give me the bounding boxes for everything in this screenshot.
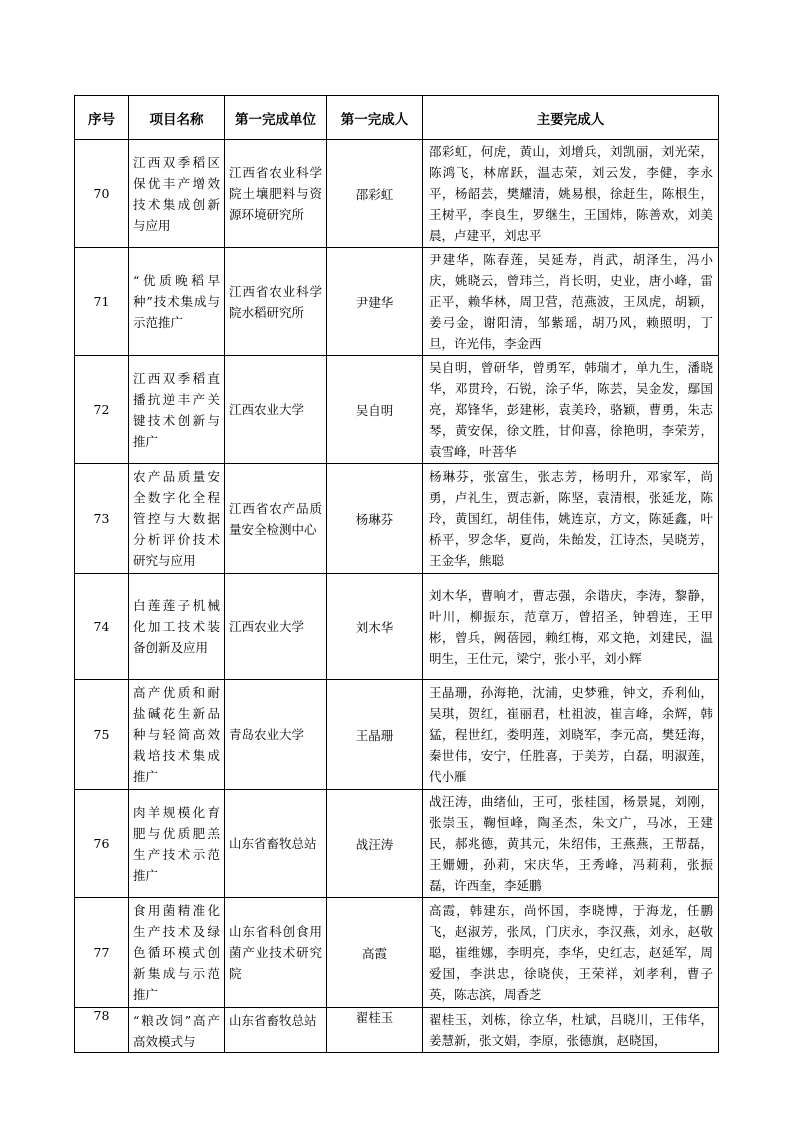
project-name: 肉羊规模化育肥与优质肥羔生产技术示范推广 — [129, 790, 225, 898]
project-name: 江西双季稻区保优丰产增效技术集成创新与应用 — [129, 140, 225, 248]
header-members: 主要完成人 — [423, 96, 719, 140]
table-row — [75, 898, 719, 1008]
first-unit-text: 山东省畜牧总站 — [229, 1013, 317, 1028]
main-members: 杨琳芬，张富生，张志芳，杨明升，邓家军，尚勇，卢礼生，贾志新，陈坚，袁清根，张延龙，陈玲，黄国红，胡佳伟，姚连京，方文，陈延鑫，叶桥平，罗念华，夏尚，朱飴发，江诗杰，吴晓芳，王金华，熊聪 — [423, 464, 719, 574]
project-name: 江西双季稻直播抗逆丰产关键技术创新与推广 — [129, 356, 225, 464]
project-name: 食用菌精准化生产技术及绿色循环模式创新集成与示范推广 — [129, 898, 225, 1008]
first-person: 吴自明 — [327, 356, 423, 464]
project-name-text: “粮改饲”高产高效模式与 — [133, 1013, 220, 1049]
first-unit: 江西省农业科学院水稻研究所 — [225, 248, 327, 356]
first-unit: 山东省科创食用菌产业技术研究院 — [225, 898, 327, 1008]
project-name: 白莲莲子机械化加工技术装备创新及应用 — [129, 574, 225, 680]
award-table — [74, 95, 719, 1053]
first-unit: 江西农业大学 — [225, 356, 327, 464]
main-members: 吴自明，曾研华，曾勇军，韩瑞才，单九生，潘晓华，邓贯玲，石锐，涂子华，陈芸，吴金发，鄢国亮，郑锋华，彭建彬，袁美玲，骆颖，曹勇，朱志琴，黄安保，徐文胜，甘仰喜，徐艳明，李荣芳，袁雪峰，叶菩华 — [423, 356, 719, 464]
row-number: 75 — [75, 680, 129, 790]
first-person: 杨琳芬 — [327, 464, 423, 574]
first-unit — [225, 1008, 327, 1053]
row-number: 72 — [75, 356, 129, 464]
first-unit: 青岛农业大学 — [225, 680, 327, 790]
header-unit: 第一完成单位 — [225, 96, 327, 140]
row-number: 71 — [75, 248, 129, 356]
first-unit: 江西农业大学 — [225, 574, 327, 680]
table-row — [75, 356, 719, 464]
first-person: 刘木华 — [327, 574, 423, 680]
header-row — [75, 96, 719, 140]
table-row — [75, 1008, 719, 1053]
row-number: 73 — [75, 464, 129, 574]
first-person: 翟桂玉 — [327, 1008, 423, 1053]
main-members: 刘木华，曹响才，曹志强，余谐庆，李涛，黎静，叶川，柳振东，范章万，曾招圣，钟碧连，王甲彬，曾兵，阙蓓园，赖红梅，邓文艳，刘建民，温明生，王仕元，梁宁，张小平，刘小辉 — [423, 574, 719, 680]
first-person: 邵彩虹 — [327, 140, 423, 248]
project-name — [129, 1008, 225, 1053]
row-number: 70 — [75, 140, 129, 248]
row-number: 77 — [75, 898, 129, 1008]
project-name: 高产优质和耐盐碱花生新品种与轻简高效栽培技术集成推广 — [129, 680, 225, 790]
table-row — [75, 140, 719, 248]
first-person: 战汪涛 — [327, 790, 423, 898]
first-person: 尹建华 — [327, 248, 423, 356]
header-lead: 第一完成人 — [327, 96, 423, 140]
table-row — [75, 464, 719, 574]
table-row — [75, 790, 719, 898]
main-members — [423, 1008, 719, 1053]
first-unit: 江西省农业科学院土壤肥料与资源环境研究所 — [225, 140, 327, 248]
main-members: 尹建华，陈春莲，吴延寿，肖武，胡泽生，冯小庆，姚晓云，曾玮兰，肖长明，史业，唐小峰，雷正平，赖华林，周卫营，范燕波，王凤虎，胡颖，姜弓金，谢阳清，邹紫瑶，胡乃风，赖照明，丁旦，许光伟，李金西 — [423, 248, 719, 356]
project-name: “优质晚稻早种”技术集成与示范推广 — [129, 248, 225, 356]
table-row — [75, 574, 719, 680]
first-person: 王晶珊 — [327, 680, 423, 790]
main-members: 邵彩虹，何虎，黄山，刘增兵，刘凯丽，刘光荣，陈鸿飞，林席跃，温志荣，刘云发，李健，李永平，杨韶芸，樊耀清，姚易根，徐赶生，陈根生，王树平，李良生，罗继生，王国炜，陈善欢，刘美晨，卢建平，刘忠平 — [423, 140, 719, 248]
project-name: 农产品质量安全数字化全程管控与大数据分析评价技术研究与应用 — [129, 464, 225, 574]
main-members: 高霞，韩建东，尚怀国，李晓博，于海龙，任鹏飞，赵淑芳，张凤，门庆永，李汉燕，刘永，赵敬聪，崔维娜，李明亮，李华，史红志，赵延军，周爱国，李洪忠，徐晓侠，王荣祥，刘孝利，曹子英，陈志滨，周香芝 — [423, 898, 719, 1008]
first-person: 高霞 — [327, 898, 423, 1008]
row-number: 76 — [75, 790, 129, 898]
main-members: 战汪涛，曲绪仙，王可，张桂国，杨景晁，刘刚，张崇玉，鞠恒峰，陶圣杰，朱文广，马冰，王建民，郝兆德，黄其元，朱绍伟，王燕燕，王帮磊，王姗姗，孙莉，宋庆华，王秀峰，冯莉莉，张振磊，许西奎，李延鹏 — [423, 790, 719, 898]
table-row — [75, 248, 719, 356]
main-members-text: 翟桂玉，刘栋，徐立华，杜斌，吕晓川，王伟华，姜慧新，张文娟，李原，张德旗，赵晓国， — [429, 1012, 713, 1048]
row-number: 74 — [75, 574, 129, 680]
main-members: 王晶珊，孙海艳，沈浦，史梦雅，钟文，乔利仙，吴琪，贺红，崔丽君，杜祖波，崔言峰，余辉，韩猛，程世红，娄明莲，刘晓军，李元高，樊廷海，秦世伟，安宁，任胜喜，于美芳，白磊，明淑莲，代小雁 — [423, 680, 719, 790]
header-no: 序号 — [75, 96, 129, 140]
first-unit: 江西省农产品质量安全检测中心 — [225, 464, 327, 574]
row-number: 78 — [75, 1008, 129, 1053]
header-project: 项目名称 — [129, 96, 225, 140]
table-row — [75, 680, 719, 790]
first-unit: 山东省畜牧总站 — [225, 790, 327, 898]
